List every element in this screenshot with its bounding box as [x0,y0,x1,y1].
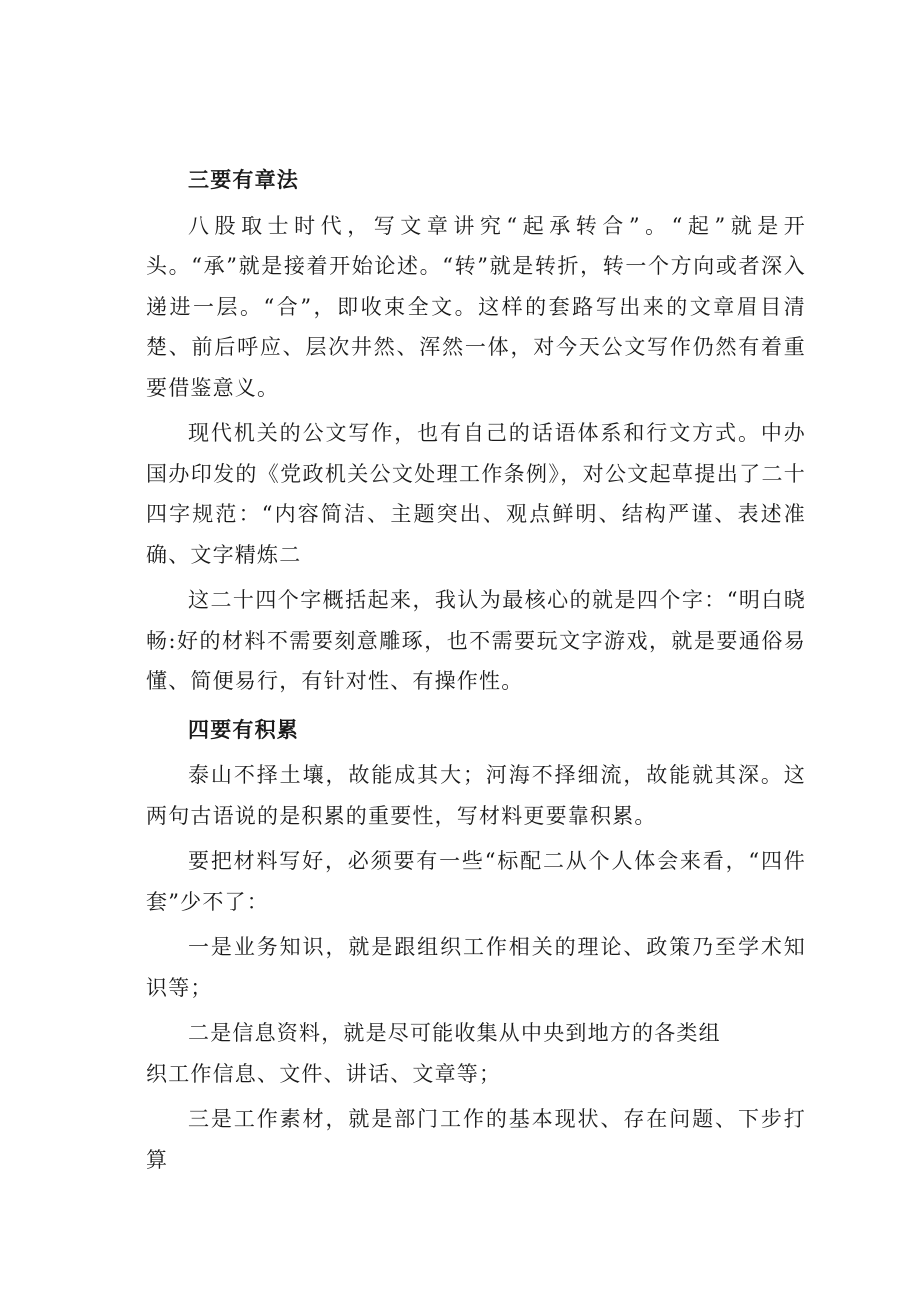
paragraph-business-knowledge: 一是业务知识，就是跟组织工作相关的理论、政策乃至学术知识等； [146,935,806,1000]
section-heading-3: 三要有章法 [188,167,299,192]
document-body [146,160,806,1180]
paragraph-work-materials: 三是工作素材，就是部门工作的基本现状、存在问题、下步打算 [146,1107,806,1172]
paragraph-four-items: 要把材料写好，必须要有一些“标配二从个人体会来看，“四件套”少不了： [146,849,806,914]
paragraph-information-materials: 二是信息资料，就是尽可能收集从中央到地方的各类组 织工作信息、文件、讲话、文章等； [146,1021,721,1086]
paragraph-core-four-words: 这二十四个字概括起来，我认为最核心的就是四个字：“明白晓畅:好的材料不需要刻意雕琢，也不需要玩文字游戏，就是要通俗易懂、简便易行，有针对性、有操作性。 [146,588,806,693]
paragraph-qichengzhuanhe: 八股取士时代，写文章讲究“起承转合”。“起”就是开头。“承”就是接着开始论述。“转”就是转折，转一个方向或者深入递进一层。“合”，即收束全文。这样的套路写出来的文章眉目清楚、前后呼应、层次井然、浑然一体，对今天公文写作仍然有着重要借鉴意义。 [146,213,806,400]
paragraph-accumulation: 泰山不择土壤，故能成其大；河海不择细流，故能就其深。这两句古语说的是积累的重要性，写材料更要靠积累。 [146,763,806,828]
paragraph-official-writing: 现代机关的公文写作，也有自己的话语体系和行文方式。中办国办印发的《党政机关公文处理工作条例》，对公文起草提出了二十四字规范：“内容简洁、主题突出、观点鲜明、结构严谨、表述准确、文字精炼二 [146,421,806,567]
section-heading-4: 四要有积累 [188,716,299,742]
